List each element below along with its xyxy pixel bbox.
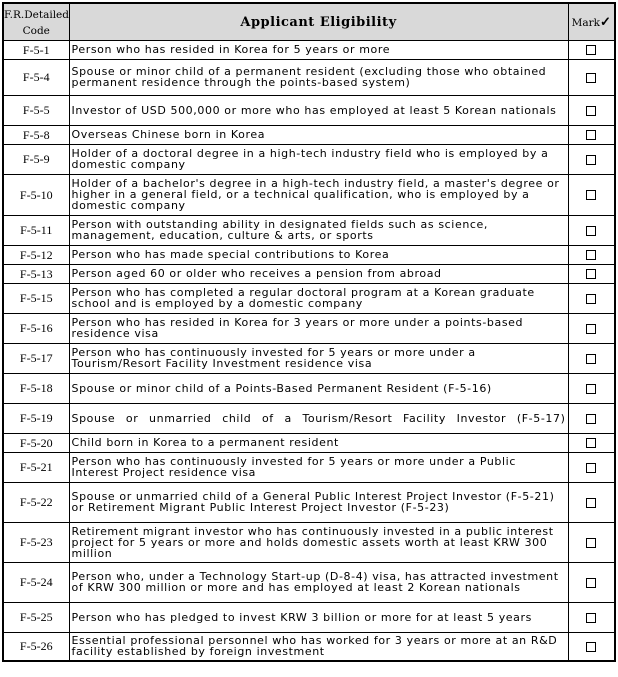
mark-cell xyxy=(568,633,615,661)
detailed-code-cell: F-5-8 xyxy=(3,126,69,145)
detailed-code-cell: F-5-12 xyxy=(3,246,69,265)
mark-checkbox[interactable] xyxy=(586,155,596,165)
detailed-code-cell: F-5-19 xyxy=(3,404,69,434)
mark-cell xyxy=(568,175,615,216)
eligibility-description-cell: Person who has pledged to invest KRW 3 billion or more for at least 5 years xyxy=(69,603,568,633)
mark-checkbox[interactable] xyxy=(586,250,596,260)
detailed-code-cell: F-5-17 xyxy=(3,344,69,374)
checkmark-icon: ✓ xyxy=(600,14,611,30)
eligibility-description-cell: Retirement migrant investor who has continuously invested in a public interest project for 5 years or more and holds domestic assets worth at least KRW 300 million xyxy=(69,523,568,563)
mark-checkbox[interactable] xyxy=(586,324,596,334)
mark-cell xyxy=(568,145,615,175)
detailed-code-cell: F-5-5 xyxy=(3,96,69,126)
table-row xyxy=(3,60,615,96)
eligibility-description-cell: Person with outstanding ability in designated fields such as science, management, education, culture & arts, or sports xyxy=(69,216,568,246)
eligibility-description-cell: Person who has completed a regular doctoral program at a Korean graduate school and is employed by a domestic company xyxy=(69,284,568,314)
eligibility-description-cell: Person who has resided in Korea for 5 years or more xyxy=(69,41,568,60)
eligibility-table xyxy=(2,2,616,662)
mark-checkbox[interactable] xyxy=(586,354,596,364)
code-header-line1: F.R.Detailed xyxy=(4,8,69,21)
detailed-code-cell: F-5-22 xyxy=(3,483,69,523)
mark-cell xyxy=(568,563,615,603)
table-row xyxy=(3,344,615,374)
mark-checkbox[interactable] xyxy=(586,642,596,652)
eligibility-description-cell: Person who, under a Technology Start-up (D-8-4) visa, has attracted investment of KRW 300 million or more and has employed at least 2 Korean nationals xyxy=(69,563,568,603)
eligibility-description-cell: Overseas Chinese born in Korea xyxy=(69,126,568,145)
eligibility-description-cell: Spouse or unmarried child of a Tourism/Resort Facility Investor (F-5-17) xyxy=(69,404,568,434)
eligibility-column-header: Applicant Eligibility xyxy=(69,3,568,41)
mark-checkbox[interactable] xyxy=(586,613,596,623)
table-row xyxy=(3,453,615,483)
eligibility-description-cell: Spouse or minor child of a permanent resident (excluding those who obtained permanent residence through the points-based system) xyxy=(69,60,568,96)
mark-cell xyxy=(568,216,615,246)
mark-checkbox[interactable] xyxy=(586,538,596,548)
code-header-line2: Code xyxy=(22,24,50,37)
table-row xyxy=(3,41,615,60)
table-row xyxy=(3,404,615,434)
mark-checkbox[interactable] xyxy=(586,106,596,116)
detailed-code-cell: F-5-4 xyxy=(3,60,69,96)
eligibility-description-cell: Holder of a doctoral degree in a high-tech industry field who is employed by a domestic company xyxy=(69,145,568,175)
table-row xyxy=(3,523,615,563)
table-row xyxy=(3,246,615,265)
table-row xyxy=(3,633,615,661)
table-row xyxy=(3,126,615,145)
eligibility-description-cell: Child born in Korea to a permanent resident xyxy=(69,434,568,453)
mark-checkbox[interactable] xyxy=(586,226,596,236)
table-row xyxy=(3,284,615,314)
mark-cell xyxy=(568,314,615,344)
mark-checkbox[interactable] xyxy=(586,438,596,448)
mark-checkbox[interactable] xyxy=(586,73,596,83)
mark-checkbox[interactable] xyxy=(586,45,596,55)
code-column-header xyxy=(3,3,69,41)
table-row xyxy=(3,175,615,216)
mark-cell xyxy=(568,246,615,265)
mark-cell xyxy=(568,60,615,96)
mark-checkbox[interactable] xyxy=(586,498,596,508)
detailed-code-cell: F-5-9 xyxy=(3,145,69,175)
eligibility-description-cell: Spouse or minor child of a Points-Based Permanent Resident (F-5-16) xyxy=(69,374,568,404)
table-header-row xyxy=(3,3,615,41)
detailed-code-cell: F-5-15 xyxy=(3,284,69,314)
mark-cell xyxy=(568,523,615,563)
eligibility-description-cell: Investor of USD 500,000 or more who has employed at least 5 Korean nationals xyxy=(69,96,568,126)
mark-cell xyxy=(568,404,615,434)
table-row xyxy=(3,145,615,175)
mark-cell xyxy=(568,96,615,126)
mark-cell xyxy=(568,41,615,60)
mark-cell xyxy=(568,284,615,314)
eligibility-form xyxy=(2,2,616,662)
eligibility-description-cell: Person who has continuously invested for 5 years or more under a Public Interest Project residence visa xyxy=(69,453,568,483)
detailed-code-cell: F-5-16 xyxy=(3,314,69,344)
table-row xyxy=(3,96,615,126)
mark-cell xyxy=(568,344,615,374)
mark-cell xyxy=(568,603,615,633)
detailed-code-cell: F-5-23 xyxy=(3,523,69,563)
mark-checkbox[interactable] xyxy=(586,130,596,140)
mark-checkbox[interactable] xyxy=(586,414,596,424)
detailed-code-cell: F-5-25 xyxy=(3,603,69,633)
table-row xyxy=(3,216,615,246)
table-row xyxy=(3,374,615,404)
detailed-code-cell: F-5-13 xyxy=(3,265,69,284)
mark-cell xyxy=(568,453,615,483)
mark-checkbox[interactable] xyxy=(586,463,596,473)
detailed-code-cell: F-5-11 xyxy=(3,216,69,246)
mark-cell xyxy=(568,126,615,145)
eligibility-description-cell: Holder of a bachelor's degree in a high-tech industry field, a master's degree or higher in a general field, or a technical qualification, who is employed by a domestic company xyxy=(69,175,568,216)
detailed-code-cell: F-5-24 xyxy=(3,563,69,603)
detailed-code-cell: F-5-10 xyxy=(3,175,69,216)
mark-cell xyxy=(568,483,615,523)
mark-cell xyxy=(568,374,615,404)
mark-checkbox[interactable] xyxy=(586,294,596,304)
eligibility-description-cell: Person who has continuously invested for 5 years or more under a Tourism/Resort Facility Investment residence visa xyxy=(69,344,568,374)
detailed-code-cell: F-5-18 xyxy=(3,374,69,404)
mark-checkbox[interactable] xyxy=(586,578,596,588)
table-row xyxy=(3,314,615,344)
mark-checkbox[interactable] xyxy=(586,384,596,394)
mark-checkbox[interactable] xyxy=(586,269,596,279)
detailed-code-cell: F-5-1 xyxy=(3,41,69,60)
detailed-code-cell: F-5-21 xyxy=(3,453,69,483)
table-row xyxy=(3,265,615,284)
mark-header-label: Mark xyxy=(571,16,600,29)
table-row xyxy=(3,434,615,453)
mark-cell xyxy=(568,265,615,284)
detailed-code-cell: F-5-26 xyxy=(3,633,69,661)
detailed-code-cell: F-5-20 xyxy=(3,434,69,453)
mark-checkbox[interactable] xyxy=(586,190,596,200)
eligibility-description-cell: Person who has made special contributions to Korea xyxy=(69,246,568,265)
eligibility-description-cell: Person who has resided in Korea for 3 years or more under a points-based residence visa xyxy=(69,314,568,344)
eligibility-description-cell: Person aged 60 or older who receives a pension from abroad xyxy=(69,265,568,284)
table-row xyxy=(3,603,615,633)
eligibility-description-cell: Essential professional personnel who has worked for 3 years or more at an R&D facility established by foreign investment xyxy=(69,633,568,661)
table-row xyxy=(3,563,615,603)
table-row xyxy=(3,483,615,523)
mark-cell xyxy=(568,434,615,453)
mark-column-header xyxy=(568,3,615,41)
eligibility-description-cell: Spouse or unmarried child of a General Public Interest Project Investor (F-5-21) or Retirement Migrant Public Interest Project Investor (F-5-23) xyxy=(69,483,568,523)
